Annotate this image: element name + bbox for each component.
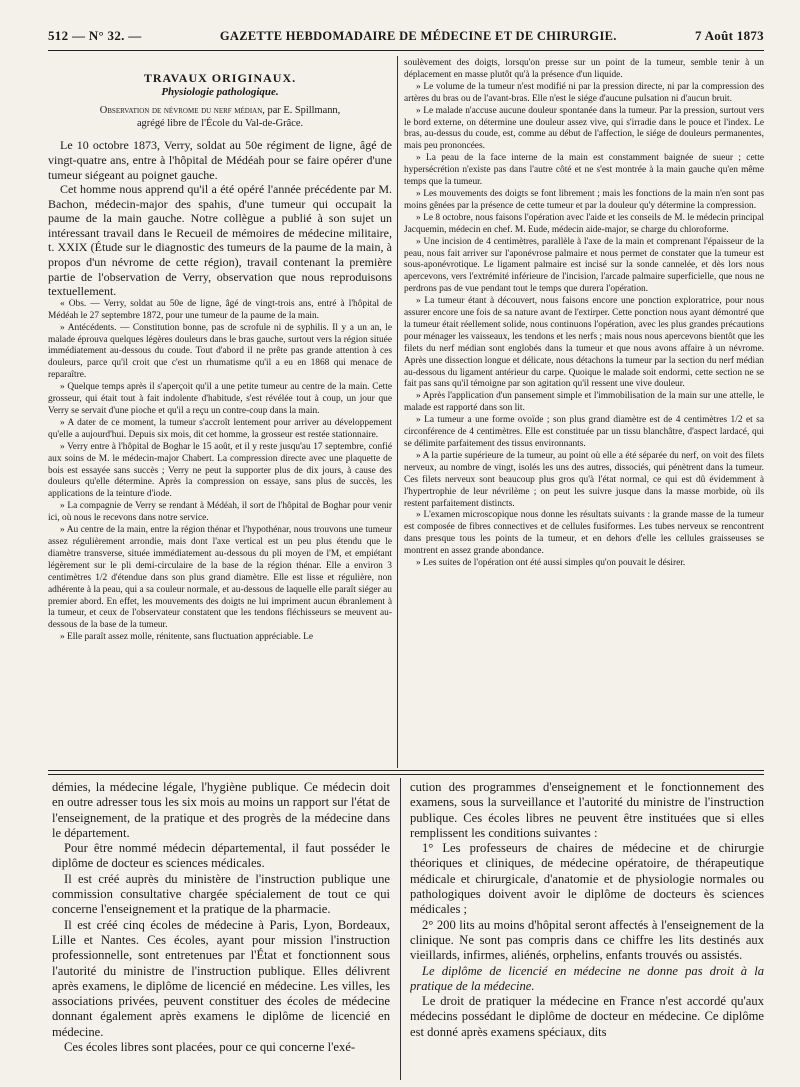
article-title-main: Observation de névrome du nerf médian, [99,105,265,117]
paragraph: » La tumeur étant à découvert, nous faisons encore une ponction exploratrice, pour nous assurer encore une fois de sa nature avant de l'extirper. Cette ponction nous ayant démontré que la tumeur était réellement solide, nous continuons l'opération, avec les plus grandes précautions pour ménager les vaisseaux, les tendons et les nerfs ; mais nous nous apercevons bientôt que les filets du nerf médian sont englobés dans la tumeur et que nous avons affaire à un névrome. Après une dissection longue et délicate, nous détachons la tumeur par la section du nerf médian au-dessous du ligament antérieur du carpe. Quoique le malade soit endormi, cette section ne se fait pas sans qu'il témoigne par son agitation qu'il ressent une vive douleur. [404,296,764,390]
section-rule [48,770,764,771]
paragraph: » Les suites de l'opération ont été aussi simples qu'on pouvait le désirer. [416,558,686,569]
lower-column-right [410,780,764,1080]
paragraph: » La tumeur a une forme ovoïde ; son plus grand diamètre est de 4 centimètres 1/2 et sa circonférence de 4 centimètres. Elle est constituée par un tissu blanchâtre, d'aspect lardacé, qui se délimite parfaitement des tissus environnants. [404,415,764,449]
paragraph: » Le malade n'accuse aucune douleur spontanée dans la tumeur. Par la pression, surtout vers le bord externe, on détermine une douleur assez vive, qui s'irradie dans le pouce et l'index. Le bras, au-dessus du coude, est, comme au début de l'affection, le siége de douleurs permanentes, mais peu prononcées. [404,105,764,152]
paragraph: » Le volume de la tumeur n'est modifié ni par la pression directe, ni par la compression des artères du bras ou de l'avant-bras. Elle n'est le siége d'aucune pulsation ni d'aucun bruit. [404,81,764,104]
author-affiliation: agrégé libre de l'École du Val-de-Grâce. [136,118,304,130]
article-intro [48,138,392,299]
paragraph: » A dater de ce moment, la tumeur s'accroît lentement pour arriver au développement qu'elle a aujourd'hui. Depuis six mois, dit cet homme, la grosseur est restée stationnaire. [48,417,392,440]
paragraph: Il est créé auprès du ministère de l'instruction publique une commission consultative chargée spécialement de tout ce qui concerne l'enseignement et la pratique de la pharmacie. [52,871,390,917]
paragraph: » Les mouvements des doigts se font librement ; mais les fonctions de la main n'en sont pas moins gênées par la présence de cette tumeur et par la douleur qu'y détermine la compression. [404,188,764,211]
lower-column-left [52,780,390,1080]
section-rule [48,774,764,775]
page-number-issue [48,28,142,44]
section-heading: TRAVAUX ORIGINAUX. [143,71,297,85]
paragraph: cution des programmes d'enseignement et le fonctionnement des examens, sous la surveillance et l'autorité du ministre de l'instruction publique. Ces écoles libres ne peuvent être instituées que si elles remplissent les conditions suivantes : [410,780,764,840]
paragraph: soulèvement des doigts, lorsqu'on presse sur un point de la tumeur, semble tenir à un déplacement en masse plutôt qu'à la présence d'un liquide. [404,58,764,80]
page-header [48,28,764,51]
paragraph: Le diplôme de licencié en médecine ne donne pas droit à la pratique de la médecine. [410,963,764,993]
paragraph: Ces écoles libres sont placées, pour ce qui concerne l'exé- [64,1040,356,1055]
article-author: par E. Spillmann, [267,105,341,117]
article-title [48,104,392,130]
paragraph: » Antécédents. — Constitution bonne, pas de scrofule ni de syphilis. Il y a un an, le malade éprouva quelques légères douleurs dans le bras gauche, surtout vers la région située immédiatement au-dessous du coude. Tout d'abord il ne prête pas grande attention à ces douleurs, parce qu'il croit que c'est un rhumatisme qu'il a eu en 1868 qui menace de reparaître. [48,322,392,381]
paragraph: Le droit de pratiquer la médecine en France n'est accordé qu'aux médecins possédant le diplôme de docteur en médecine. Ce diplôme est donné après examens spéciaux, dits [410,994,764,1039]
page-number: 512 [48,28,69,43]
paragraph: » A la partie supérieure de la tumeur, au point où elle a été séparée du nerf, on voit des filets nerveux, au nombre de vingt, isolés les uns des autres, dissociés, qui pénètrent dans la tumeur. Ces filets nerveux sont beaucoup plus gros qu'à l'état normal, ce qui est dû évidemment à l'hypertrophie de leur névrilème ; on peut les suivre jusque dans la masse morbide, où ils restent parfaitement distincts. [404,450,764,509]
paragraph: » L'examen microscopique nous donne les résultats suivants : la grande masse de la tumeur est composée de fibres connectives et de cellules fusiformes. Les tubes nerveux se rencontrent dans presque tous les points de la tumeur, et en dehors d'elle les cellules graisseuses se montrent en assez grande abondance. [404,510,764,557]
paragraph: » Verry entre à l'hôpital de Boghar le 15 août, et il y reste jusqu'au 17 septembre, confié aux soins de M. le médecin-major Chabert. La compression directe avec une plaquette de bois est essayée sans succès ; Verry ne peut la supporter plus de dix jours, à cause des douleurs qu'elle détermine. Après la compression on essaye, sans plus de succès, les applications de la teinture d'iode. [48,441,392,500]
paragraph: » Au centre de la main, entre la région thénar et l'hypothénar, nous trouvons une tumeur assez régulièrement arrondie, mais dont l'axe vertical est un peu plus étendu que le diamètre transverse, située immédiatement au-dessous du pli moyen de l'M, et empiétant légèrement sur le pli demi-circulaire de la base de la région thénar. Elle a environ 3 centimètres 1/2 d'étendue dans son plus grand diamètre. Elle est lisse et régulière, non adhérente à la peau, qui a sa couleur normale, et au-dessous de laquelle elle paraît siéger au premier abord. En effet, les mouvements des doigts ne lui impriment aucun ébranlement à la tumeur, et ceux de l'observateur constatent que les tendons fléchisseurs se meuvent au-dessous de la base de la tumeur. [48,525,392,631]
article-column-left [48,66,392,766]
paragraph: » Le 8 octobre, nous faisons l'opération avec l'aide et les conseils de M. le médecin principal Jacquemin, médecin en chef. M. Eude, médecin aide-major, se charge du chloroforme. [404,212,764,235]
article-column-right [404,58,764,766]
paragraph: Il est créé cinq écoles de médecine à Paris, Lyon, Bordeaux, Lille et Nantes. Ces écoles, ayant pour mission l'instruction professionnelle, sont entretenues par l'État et fonctionnent sous l'autorité du ministre de l'instruction publique. Elles délivrent après examens, le diplôme de licencié en médecine. Les villes, les associations privées, peuvent constituer des écoles de médecine donnant également après examens le diplôme de licencié en médecine. [52,917,390,1039]
paragraph: » Après l'application d'un pansement simple et l'immobilisation de la main sur une attelle, le malade est rapporté dans son lit. [404,391,764,414]
issue-number: — N° 32. — [71,28,142,43]
journal-title: GAZETTE HEBDOMADAIRE DE MÉDECINE ET DE CHIRURGIE. [219,29,617,43]
paragraph: 1° Les professeurs de chaires de médecine et de chirurgie théoriques et cliniques, de médecine opératoire, de thérapeutique médicale et chirurgicale, d'anatomie et de physiologie normales ou pathologiques doivent avoir le diplôme de docteurs ès sciences médicales ; [410,841,764,917]
paragraph: » Elle paraît assez molle, rénitente, sans fluctuation appréciable. Le [60,632,314,643]
subsection-heading: Physiologie pathologique. [161,86,279,99]
issue-date: 7 Août 1873 [694,28,764,43]
paragraph: « Obs. — Verry, soldat au 50e de ligne, âgé de vingt-trois ans, entré à l'hôpital de Médéah le 27 septembre 1872, pour une tumeur de la paume de la main. [48,298,392,321]
paragraph: » Une incision de 4 centimètres, parallèle à l'axe de la main et comprenant l'épaisseur de la peau, nous fait arriver sur l'aponévrose palmaire et nous permet de constater que la tumeur est sous-aponévrotique. Le ligament palmaire est incisé sur la sonde cannelée, et dès lors nous apercevons, vers l'extrémité inférieure de l'incision, l'arcade palmaire superficielle, que nous ne perdrons pas de vue pendant tout le temps que durera l'opération. [404,236,764,295]
paragraph: Le 10 octobre 1873, Verry, soldat au 50e régiment de ligne, âgé de vingt-quatre ans, entre à l'hôpital de Médéah pour se faire opérer d'une tumeur siégeant au poignet gauche. [48,138,392,182]
paragraph: 2° 200 lits au moins d'hôpital seront affectés à l'enseignement de la clinique. Ne sont pas compris dans ce chiffre les lits destinés aux vieillards, infirmes, aliénés, orphelins, enfants trouvés ou assistés. [410,917,764,963]
column-divider-bottom [400,778,401,1080]
column-divider-top [397,56,398,768]
paragraph: » Quelque temps après il s'aperçoit qu'il a une petite tumeur au centre de la main. Cette grosseur, qui était tout à fait indolente d'habitude, s'est révélée tout à coup, un jour que Verry se servait d'une pioche et qu'il a reçu un contre-coup dans la main. [48,382,392,416]
paragraph: Cet homme nous apprend qu'il a été opéré l'année précédente par M. Bachon, médecin-major des spahis, d'une tumeur qui occupait la paume de la main gauche. Notre collègue a publié à son sujet un intéressant travail dans le Recueil de mémoires de médecine militaire, t. XXIX (Étude sur le diagnostic des tumeurs de la paume de la main, à propos d'un névrome de cette région), travail contenant la première partie de l'observation de Verry, observation que nous reproduisons textuellement. [48,182,392,299]
paragraph: » La compagnie de Verry se rendant à Médéah, il sort de l'hôpital de Boghar pour venir ici, où nous le recevons dans notre service. [48,501,392,524]
paragraph: » La peau de la face interne de la main est constamment baignée de sueur ; cette hypersécrétion n'existe pas dans l'autre côté et ne s'est montrée à la main gauche qu'en même temps que la tumeur. [404,153,764,188]
paragraph: démies, la médecine légale, l'hygiène publique. Ce médecin doit en outre adresser tous les six mois au moins un rapport sur l'état de l'enseignement, de la pratique et des progrès de la médecine dans le département. [52,780,390,840]
paragraph: Pour être nommé médecin départemental, il faut posséder le diplôme de docteur es sciences médicales. [52,841,390,871]
